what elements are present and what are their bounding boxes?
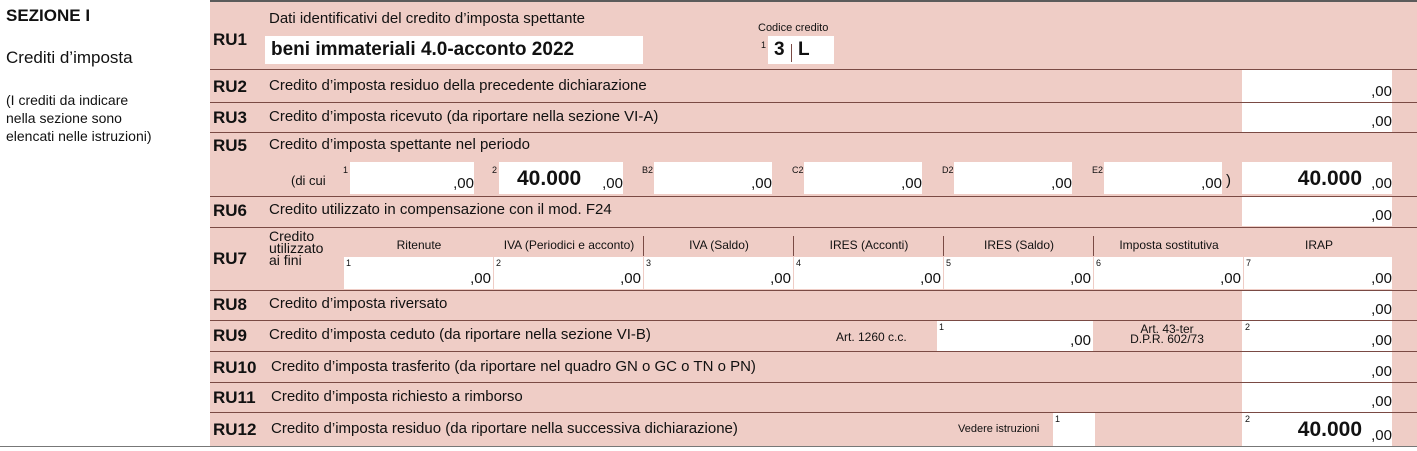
row-code-ru2: RU2 — [213, 77, 248, 96]
field-number: 6 — [1096, 258, 1102, 268]
amount-decimals: ,00 — [1371, 113, 1392, 130]
vedere-istruzioni-label: Vedere istruzioni — [958, 423, 1040, 435]
amount-decimals: ,00 — [1371, 301, 1392, 318]
amount-decimals: ,00 — [1201, 175, 1222, 192]
field-number: 1 — [1055, 414, 1061, 424]
ru5-field-b2[interactable] — [654, 162, 772, 194]
ru7-col-head: Ritenute — [396, 238, 442, 252]
note-line: nella sezione sono — [6, 110, 122, 126]
field-number: 1 — [343, 165, 349, 175]
row-divider — [210, 320, 1417, 321]
row-label-ru10: Credito d’imposta trasferito (da riportare nel quadro GN o GC o TN o PN) — [271, 358, 756, 375]
field-number: 3 — [646, 258, 652, 268]
field-number: 1 — [346, 258, 352, 268]
row-code-ru7: RU7 — [213, 249, 248, 268]
row-divider — [210, 196, 1417, 197]
amount-decimals: ,00 — [920, 270, 941, 287]
row-code-ru8: RU8 — [213, 295, 248, 314]
art1260-label: Art. 1260 c.c. — [836, 330, 907, 344]
ru7-col-head: IVA (Periodici e acconto) — [503, 238, 635, 252]
row-divider — [210, 102, 1417, 103]
row-divider — [210, 412, 1417, 413]
row-code-ru6: RU6 — [213, 201, 248, 220]
codice-credito-label: Codice credito — [758, 22, 829, 34]
row-label-ru9: Credito d’imposta ceduto (da riportare nella sezione VI-B) — [269, 326, 651, 343]
di-cui-label: (di cui — [291, 173, 326, 188]
field-number: 2 — [1245, 414, 1251, 424]
col-separator — [943, 236, 944, 256]
amount-decimals: ,00 — [901, 175, 922, 192]
ru5-field-e2[interactable] — [1104, 162, 1222, 194]
row-label-ru12: Credito d’imposta residuo (da riportare nella successiva dichiarazione) — [271, 420, 738, 437]
row-code-ru3: RU3 — [213, 108, 248, 127]
ru5-field-2-value: 40.000 — [517, 167, 582, 190]
ru7-col-head: IRES (Saldo) — [983, 238, 1055, 252]
amount-decimals: ,00 — [1371, 427, 1392, 444]
col-separator — [1093, 236, 1094, 256]
row-divider — [210, 382, 1417, 383]
row-code-ru10: RU10 — [213, 358, 257, 377]
amount-decimals: ,00 — [1371, 332, 1392, 349]
col-separator — [793, 236, 794, 256]
amount-decimals: ,00 — [620, 270, 641, 287]
credit-description-field[interactable] — [265, 36, 643, 64]
ru12-field-1[interactable] — [1053, 413, 1095, 446]
close-parenthesis: ) — [1226, 172, 1231, 189]
ru7-label-line: ai fini — [269, 252, 302, 268]
note-line: (I crediti da indicare — [6, 92, 129, 108]
ru7-field-6[interactable] — [1094, 257, 1243, 289]
ru9-field-2[interactable] — [1242, 321, 1392, 351]
credit-description-value: beni immateriali 4.0-acconto 2022 — [271, 39, 575, 60]
art43-line: D.P.R. 602/73 — [1130, 332, 1204, 346]
ru6-amount-field[interactable] — [1242, 197, 1392, 226]
row-code-ru5: RU5 — [213, 136, 248, 155]
field-number: 1 — [761, 40, 767, 50]
row-label-ru5: Credito d’imposta spettante nel periodo — [269, 136, 530, 153]
ru7-field-5[interactable] — [944, 257, 1093, 289]
field-number: 7 — [1246, 258, 1252, 268]
field-number: 4 — [796, 258, 802, 268]
ru7-col-head: IRAP — [1304, 238, 1333, 252]
row-code-ru1: RU1 — [213, 30, 248, 49]
ru7-col-head: Imposta sostitutiva — [1119, 238, 1219, 252]
ru5-field-d2[interactable] — [954, 162, 1072, 194]
ru7-field-1[interactable] — [344, 257, 493, 289]
section-subtitle: Crediti d’imposta — [6, 48, 133, 67]
row-label-ru2: Credito d’imposta residuo della precedente dichiarazione — [269, 77, 647, 94]
row-label-ru11: Credito d’imposta richiesto a rimborso — [271, 388, 523, 405]
amount-decimals: ,00 — [1220, 270, 1241, 287]
amount-decimals: ,00 — [1371, 270, 1392, 287]
codice-credito-digit1: 3 — [774, 39, 785, 60]
row-label-ru1: Dati identificativi del credito d’imposta spettante — [269, 10, 585, 27]
ru2-amount-field[interactable] — [1242, 70, 1392, 102]
row-divider — [210, 227, 1417, 228]
art43-label — [1102, 324, 1232, 344]
row-label-ru6: Credito utilizzato in compensazione con il mod. F24 — [269, 201, 612, 218]
amount-decimals: ,00 — [1371, 83, 1392, 100]
amount-decimals: ,00 — [1371, 207, 1392, 224]
ru5-field-2[interactable] — [499, 162, 623, 194]
ru11-amount-field[interactable] — [1242, 383, 1392, 412]
amount-decimals: ,00 — [1070, 270, 1091, 287]
amount-decimals: ,00 — [1051, 175, 1072, 192]
ru7-col-head: IVA (Saldo) — [689, 238, 749, 252]
ru7-label-line: Credito — [269, 228, 315, 244]
section-title: SEZIONE I — [6, 6, 91, 25]
field-number: 2 — [1245, 322, 1251, 332]
row-label-ru3: Credito d’imposta ricevuto (da riportare nella sezione VI-A) — [269, 108, 659, 125]
amount-decimals: ,00 — [770, 270, 791, 287]
ru7-field-4[interactable] — [794, 257, 943, 289]
col-separator — [643, 236, 644, 256]
ru5-total-value: 40.000 — [1297, 167, 1362, 190]
codice-credito-field[interactable] — [768, 36, 834, 64]
field-number: 1 — [939, 322, 945, 332]
section-note — [6, 91, 206, 145]
row-divider — [210, 290, 1417, 291]
ru12-total-field[interactable] — [1242, 413, 1392, 446]
field-number: 2 — [492, 165, 498, 175]
bottom-rule — [0, 446, 1417, 447]
codice-credito-digit2: L — [798, 39, 810, 60]
ru5-total-field[interactable] — [1242, 162, 1392, 194]
field-number: C2 — [792, 165, 804, 175]
row-label-ru7 — [269, 230, 323, 266]
field-number: D2 — [942, 165, 954, 175]
ru3-amount-field[interactable] — [1242, 103, 1392, 132]
row-code-ru11: RU11 — [213, 388, 256, 407]
field-number: B2 — [642, 165, 654, 175]
note-line: elencati nelle istruzioni) — [6, 128, 152, 144]
ru5-field-1[interactable] — [350, 162, 474, 194]
amount-decimals: ,00 — [1371, 393, 1392, 410]
ru7-field-7[interactable] — [1244, 257, 1392, 289]
ru10-amount-field[interactable] — [1242, 352, 1392, 382]
row-code-ru12: RU12 — [213, 420, 257, 439]
field-number: 5 — [946, 258, 952, 268]
row-label-ru8: Credito d’imposta riversato — [269, 295, 448, 312]
ru12-total-value: 40.000 — [1297, 418, 1362, 441]
amount-decimals: ,00 — [602, 175, 623, 192]
amount-decimals: ,00 — [751, 175, 772, 192]
codice-separator — [791, 44, 792, 62]
ru7-col-head: IRES (Acconti) — [829, 238, 909, 252]
field-number: E2 — [1092, 165, 1104, 175]
ru5-field-c2[interactable] — [804, 162, 922, 194]
ru8-amount-field[interactable] — [1242, 291, 1392, 320]
ru7-label-line: utilizzato — [269, 240, 324, 256]
row-divider — [210, 132, 1417, 133]
amount-decimals: ,00 — [1070, 332, 1091, 349]
amount-decimals: ,00 — [470, 270, 491, 287]
amount-decimals: ,00 — [453, 175, 474, 192]
row-divider — [210, 69, 1417, 70]
art43-line: Art. 43-ter — [1140, 322, 1194, 336]
row-code-ru9: RU9 — [213, 326, 248, 345]
row-divider — [210, 351, 1417, 352]
field-number: 2 — [496, 258, 502, 268]
ru7-field-2[interactable] — [494, 257, 643, 289]
ru9-field-1[interactable] — [937, 321, 1093, 351]
amount-decimals: ,00 — [1371, 175, 1392, 192]
ru7-field-3[interactable] — [644, 257, 793, 289]
amount-decimals: ,00 — [1371, 363, 1392, 380]
